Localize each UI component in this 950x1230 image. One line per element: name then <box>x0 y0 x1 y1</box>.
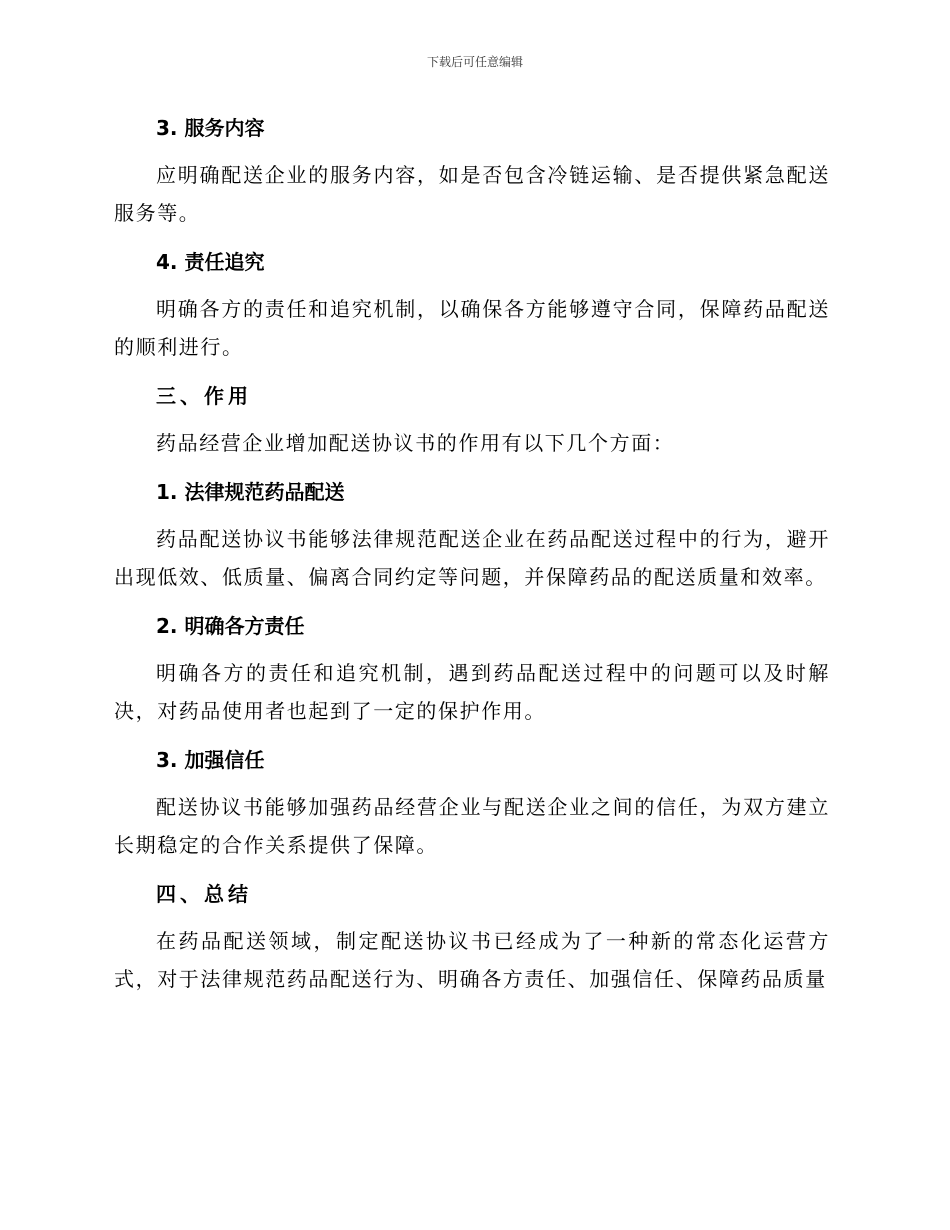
paragraph-responsibility: 明确各方的责任和追究机制，以确保各方能够遵守合同，保障药品配送的顺利进行。 <box>114 297 830 359</box>
document-body <box>114 110 830 1010</box>
subheading-strengthen-trust: 3. 加强信任 <box>156 748 265 772</box>
section-heading-function: 三、作用 <box>156 384 252 408</box>
paragraph-summary: 在药品配送领域，制定配送协议书已经成为了一种新的常态化运营方式，对于法律规范药品配送行为、明确各方责任、加强信任、保障药品质量 <box>114 929 830 991</box>
section-heading-summary: 四、总结 <box>156 882 252 906</box>
subheading-service-content: 3. 服务内容 <box>156 116 265 140</box>
subheading-responsibility: 4. 责任追究 <box>156 250 265 274</box>
page-header-note: 下载后可任意编辑 <box>426 55 523 69</box>
paragraph-clear-responsibility: 明确各方的责任和追究机制，遇到药品配送过程中的问题可以及时解决，对药品使用者也起到了一定的保护作用。 <box>114 661 830 723</box>
paragraph-legal-standard: 药品配送协议书能够法律规范配送企业在药品配送过程中的行为，避开出现低效、低质量、偏离合同约定等问题，并保障药品的配送质量和效率。 <box>114 527 830 589</box>
subheading-legal-standard: 1. 法律规范药品配送 <box>156 480 345 504</box>
subheading-clear-responsibility: 2. 明确各方责任 <box>156 614 305 638</box>
paragraph-strengthen-trust: 配送协议书能够加强药品经营企业与配送企业之间的信任，为双方建立长期稳定的合作关系提供了保障。 <box>114 795 830 857</box>
paragraph-service-content: 应明确配送企业的服务内容，如是否包含冷链运输、是否提供紧急配送服务等。 <box>114 163 830 225</box>
paragraph-function-intro: 药品经营企业增加配送协议书的作用有以下几个方面： <box>156 431 675 455</box>
